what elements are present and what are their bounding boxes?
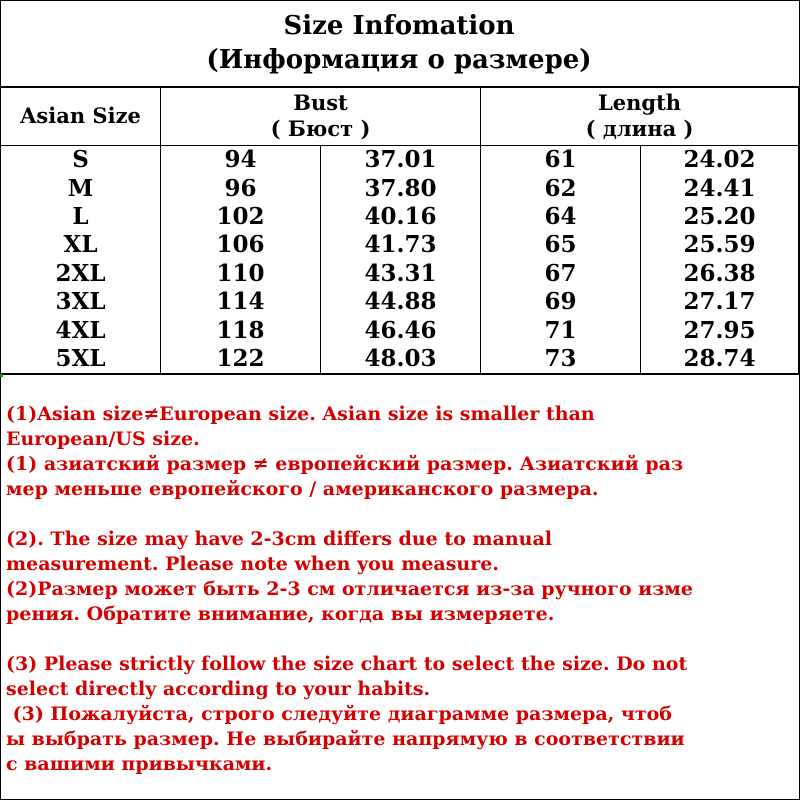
cell-length-cm: 73	[481, 345, 641, 374]
table-row	[1, 288, 799, 316]
cell-size: XL	[1, 231, 161, 259]
cell-length-cm: 71	[481, 316, 641, 344]
cell-bust-in: 41.73	[321, 231, 481, 259]
note-2-russian-line-2: рения. Обратите внимание, когда вы измеряете.	[6, 603, 555, 625]
cell-bust-in: 44.88	[321, 288, 481, 316]
note-1-russian-line-1: (1) азиатский размер ≠ европейский размер. Азиатский раз	[6, 453, 684, 475]
cell-size: S	[1, 146, 161, 175]
table-row	[1, 260, 799, 288]
cell-bust-cm: 118	[161, 316, 321, 344]
cell-size: M	[1, 174, 161, 202]
cell-bust-cm: 102	[161, 203, 321, 231]
cell-size: 2XL	[1, 260, 161, 288]
cell-bust-cm: 94	[161, 146, 321, 175]
cell-length-cm: 69	[481, 288, 641, 316]
note-3-russian-line-2: ы выбрать размер. Не выбирайте напрямую в соответствии	[6, 728, 685, 750]
cell-size: L	[1, 203, 161, 231]
note-2-russian-line-1: (2)Размер может быть 2-3 см отличается из-за ручного изме	[6, 578, 693, 600]
cell-bust-in: 37.01	[321, 146, 481, 175]
cell-bust-in: 40.16	[321, 203, 481, 231]
cell-length-in: 28.74	[641, 345, 799, 374]
cell-length-in: 27.17	[641, 288, 799, 316]
note-2-english-line-1: (2). The size may have 2-3cm differs due to manual	[6, 528, 552, 550]
cell-length-in: 24.02	[641, 146, 799, 175]
cell-length-in: 24.41	[641, 174, 799, 202]
cell-length-in: 27.95	[641, 316, 799, 344]
size-table	[0, 86, 799, 375]
cell-bust-in: 37.80	[321, 174, 481, 202]
title-box	[0, 0, 798, 88]
cell-bust-cm: 110	[161, 260, 321, 288]
header-length-label-ru: ( длина )	[585, 116, 694, 141]
title-english: Size Infomation	[283, 11, 515, 41]
header-asian-size: Asian Size	[1, 87, 161, 146]
cell-size: 3XL	[1, 288, 161, 316]
cell-bust-cm: 122	[161, 345, 321, 374]
header-bust-label: Bust	[293, 90, 348, 115]
table-row	[1, 174, 799, 202]
cell-length-cm: 61	[481, 146, 641, 175]
table-row	[1, 231, 799, 259]
cell-length-cm: 65	[481, 231, 641, 259]
cell-bust-cm: 96	[161, 174, 321, 202]
header-bust-label-ru: ( Бюст )	[270, 116, 371, 141]
note-2-english-line-2: measurement. Please note when you measure.	[6, 553, 499, 575]
notes-spacer	[6, 627, 794, 652]
note-3-english-line-2: select directly according to your habits.	[6, 678, 431, 700]
table-row	[1, 203, 799, 231]
header-length-label: Length	[597, 90, 682, 115]
title-russian: (Информация о размере)	[206, 45, 592, 75]
cell-bust-cm: 106	[161, 231, 321, 259]
cell-length-cm: 62	[481, 174, 641, 202]
note-1-russian-line-2: мер меньше европейского / американского размера.	[6, 478, 599, 500]
notes-section	[6, 402, 794, 777]
table-row	[1, 345, 799, 374]
table-header-row	[1, 87, 799, 146]
cell-bust-in: 46.46	[321, 316, 481, 344]
cell-length-in: 25.20	[641, 203, 799, 231]
cell-length-in: 25.59	[641, 231, 799, 259]
cell-size: 5XL	[1, 345, 161, 374]
cell-length-cm: 64	[481, 203, 641, 231]
note-1-english-line-2: European/US size.	[6, 428, 200, 450]
note-1-english-line-1: (1)Asian size≠European size. Asian size is smaller than	[6, 403, 595, 425]
note-3-russian-line-1: (3) Пожалуйста, строго следуйте диаграмме размера, чтоб	[6, 703, 672, 725]
cell-bust-cm: 114	[161, 288, 321, 316]
cell-bust-in: 48.03	[321, 345, 481, 374]
table-row	[1, 146, 799, 175]
note-3-russian-line-3: с вашими привычками.	[6, 753, 273, 775]
cell-length-cm: 67	[481, 260, 641, 288]
cell-size: 4XL	[1, 316, 161, 344]
header-length	[481, 87, 799, 146]
corner-mark	[0, 374, 3, 377]
cell-length-in: 26.38	[641, 260, 799, 288]
note-3-english-line-1: (3) Please strictly follow the size chart to select the size. Do not	[6, 653, 688, 675]
table-row	[1, 316, 799, 344]
notes-spacer	[6, 502, 794, 527]
cell-bust-in: 43.31	[321, 260, 481, 288]
header-bust	[161, 87, 481, 146]
